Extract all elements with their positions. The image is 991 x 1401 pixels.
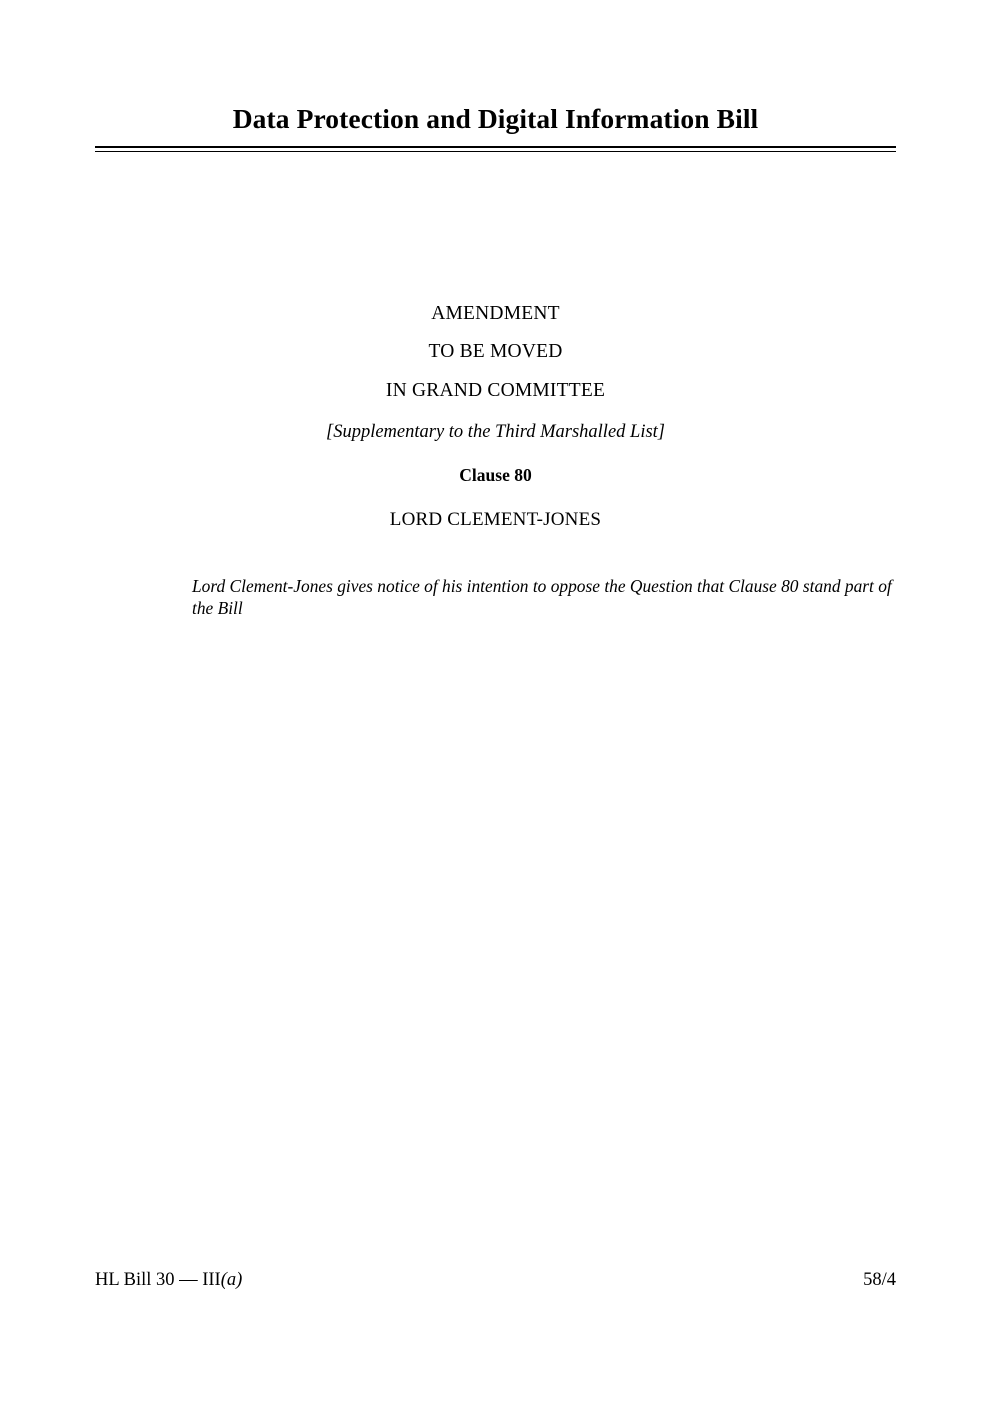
in-grand-committee-label: IN GRAND COMMITTEE bbox=[385, 379, 606, 401]
member-name: LORD CLEMENT-JONES bbox=[389, 508, 602, 530]
bill-reference-main: HL Bill 30 — III bbox=[95, 1270, 221, 1290]
page-footer bbox=[95, 1270, 896, 1291]
clause-heading: Clause 80 bbox=[459, 465, 532, 486]
page-title: Data Protection and Digital Information Bill bbox=[232, 103, 759, 134]
bill-reference bbox=[95, 1270, 242, 1291]
title-divider bbox=[95, 146, 896, 152]
bill-reference-suffix: (a) bbox=[220, 1270, 243, 1290]
amendment-label: AMENDMENT bbox=[431, 302, 560, 324]
page-number: 58/4 bbox=[863, 1270, 896, 1290]
notice-paragraph: Lord Clement-Jones gives notice of his intention to oppose the Question that Clause 80 stand part of the Bill bbox=[192, 575, 892, 618]
supplementary-list-note: [Supplementary to the Third Marshalled List] bbox=[326, 422, 665, 443]
to-be-moved-label: TO BE MOVED bbox=[428, 341, 563, 363]
amendment-header-block bbox=[95, 304, 896, 531]
